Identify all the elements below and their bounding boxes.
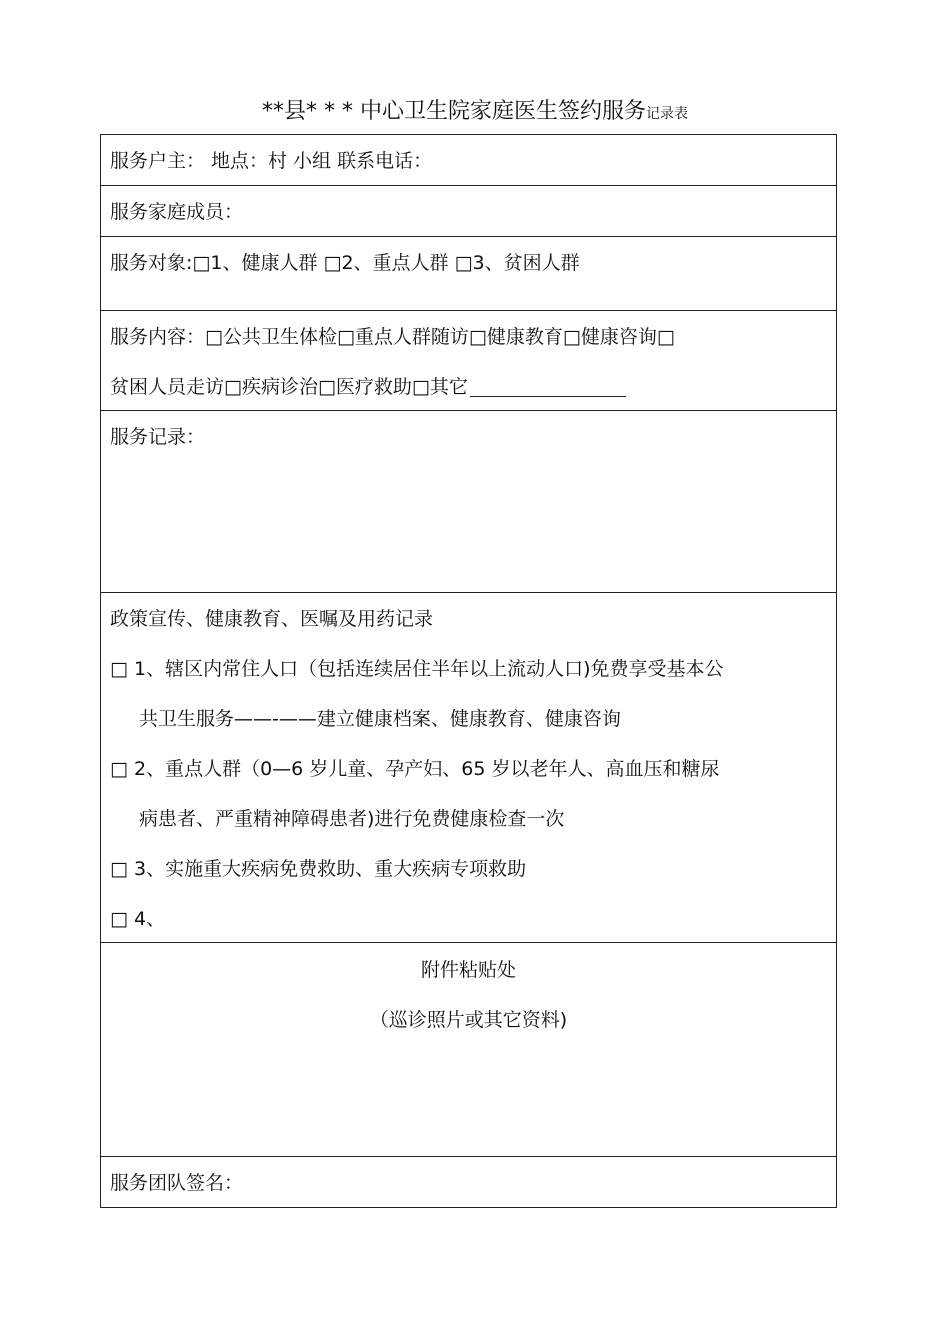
policy-item-1-line1[interactable]: □ 1、辖区内常住人口（包括连续居住半年以上流动人口)免费享受基本公 <box>110 658 724 680</box>
attachment-heading: 附件粘贴处 <box>420 959 516 981</box>
policy-item-2-line2: 病患者、严重精神障碍患者)进行免费健康检查一次 <box>139 808 565 830</box>
owner-row <box>101 135 836 186</box>
family-row <box>101 186 836 237</box>
record-form-table <box>100 134 837 1208</box>
title-main: **县* * * 中心卫生院家庭医生签约服务 <box>262 99 646 124</box>
team-signature-field[interactable]: 服务团队签名： <box>110 1172 244 1194</box>
service-record-row[interactable] <box>101 411 836 593</box>
service-content-options-line2[interactable]: 贫困人员走访□疾病诊治□医疗救助□其它 <box>110 376 468 398</box>
service-record-label: 服务记录： <box>110 426 206 448</box>
owner-field[interactable]: 服务户主： 地点：村 小组 联系电话： <box>110 150 433 172</box>
policy-heading: 政策宣传、健康教育、医嘱及用药记录 <box>110 608 434 630</box>
policy-item-2-line1[interactable]: □ 2、重点人群（0—6 岁儿童、孕产妇、65 岁以老年人、高血压和糖尿 <box>110 758 720 780</box>
service-content-options-line1[interactable]: □公共卫生体检□重点人群随访□健康教育□健康咨询□ <box>205 326 675 348</box>
family-members-field[interactable]: 服务家庭成员： <box>110 201 244 223</box>
attachment-area[interactable] <box>101 943 836 1157</box>
target-option-poor[interactable]: □3、贫困人群 <box>454 252 580 274</box>
policy-section <box>101 593 836 943</box>
other-blank-line[interactable] <box>470 396 626 397</box>
signature-row <box>101 1157 836 1207</box>
attachment-note: （巡诊照片或其它资料) <box>369 1009 568 1031</box>
service-target-row <box>101 237 836 311</box>
policy-item-1-line2: 共卫生服务——-——建立健康档案、健康教育、健康咨询 <box>139 708 621 730</box>
policy-item-4[interactable]: □ 4、 <box>110 908 166 930</box>
service-content-row <box>101 311 836 411</box>
policy-item-3[interactable]: □ 3、实施重大疾病免费救助、重大疾病专项救助 <box>110 858 527 880</box>
service-target-label: 服务对象: <box>110 252 193 274</box>
target-option-healthy[interactable]: □1、健康人群 <box>192 252 318 274</box>
target-option-key-groups[interactable]: □2、重点人群 <box>323 252 449 274</box>
title-suffix: 记录表 <box>645 106 688 122</box>
page-title <box>0 97 950 129</box>
service-content-label: 服务内容： <box>110 326 206 348</box>
